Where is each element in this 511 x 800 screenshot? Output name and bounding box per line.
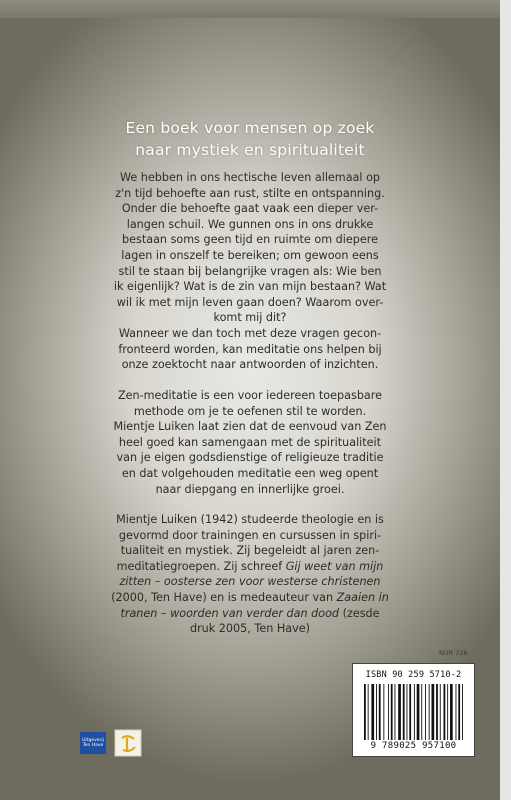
publisher-logo-text: Uitgeverij Ten Have bbox=[82, 738, 104, 748]
text-line: bestaan soms geen tijd en ruimte om diepere bbox=[122, 233, 378, 247]
text-fragment: (zesde bbox=[342, 606, 380, 620]
isbn-text: ISBN 90 259 5710-2 bbox=[365, 670, 462, 680]
isbn-barcode-box bbox=[352, 663, 475, 757]
text-line: stil te staan bij belangrijke vragen als: Wie ben bbox=[118, 264, 382, 278]
heading-line-1: Een boek voor mensen op zoek bbox=[125, 119, 375, 137]
cover-heading bbox=[0, 117, 500, 161]
text-line bbox=[100, 590, 400, 606]
text-fragment: meditatiegroepen. Zij schreef bbox=[116, 559, 283, 573]
barcode-icon bbox=[364, 684, 464, 740]
heading-line-2: naar mystiek en spiritualiteit bbox=[135, 141, 365, 159]
top-band bbox=[0, 0, 500, 18]
text-line: lagen in onszelf te bereiken; om gewoon eens bbox=[121, 248, 379, 262]
imprint-logo-icon bbox=[114, 729, 142, 757]
paragraph-intro bbox=[100, 170, 400, 373]
text-line: We hebben in ons hectische leven allemaal op bbox=[119, 171, 381, 184]
text-line: methode om je te oefenen stil te worden. bbox=[133, 404, 367, 418]
book-title-1-cont: zitten – oosterse zen voor westerse christenen bbox=[119, 575, 381, 589]
paragraph-zen bbox=[100, 388, 400, 497]
text-line: Mientje Luiken laat zien dat de eenvoud van Zen bbox=[113, 420, 387, 434]
text-fragment: (2000, Ten Have) en is medeauteur van bbox=[111, 590, 334, 604]
text-line: Zen-meditatie is een voor iedereen toepasbare bbox=[117, 389, 383, 402]
text-line bbox=[100, 574, 400, 590]
text-line bbox=[100, 606, 400, 622]
text-line: fronteerd worden, kan meditatie ons helpen bij bbox=[118, 342, 382, 356]
text-line: langen schuil. We gunnen ons in ons drukke bbox=[126, 217, 374, 231]
text-line: van je eigen godsdienstige of religieuze traditie bbox=[116, 451, 384, 465]
text-line: en dat volgehouden meditatie een weg opent bbox=[121, 466, 379, 480]
text-line: onze zoektocht naar antwoorden of inzichten. bbox=[121, 358, 379, 372]
barcode-number: 9 789025 957100 bbox=[370, 741, 457, 751]
text-line: Mientje Luiken (1942) studeerde theologie en is bbox=[116, 513, 384, 526]
book-title-1: Gij weet van mijn bbox=[285, 559, 384, 573]
text-line: druk 2005, Ten Have) bbox=[189, 622, 310, 636]
text-line bbox=[100, 559, 400, 575]
text-line: heel goed kan samengaan met de spiritualiteit bbox=[118, 435, 382, 449]
text-line: z'n tijd behoefte aan rust, stilte en ontspanning. bbox=[115, 186, 385, 200]
text-line: tualiteit en mystiek. Zij begeleidt al jaren zen- bbox=[120, 544, 380, 558]
book-title-2-cont: tranen – woorden van verder dan dood bbox=[120, 606, 340, 620]
text-line: naar diepgang en innerlijke groei. bbox=[155, 482, 345, 496]
publisher-logo bbox=[80, 732, 106, 754]
text-line: wil ik met mijn leven gaan doen? Waarom over- bbox=[116, 295, 384, 309]
text-line: komt mij dit? bbox=[213, 311, 287, 325]
book-title-2: Zaaien in bbox=[336, 590, 389, 604]
page-edge bbox=[500, 0, 511, 800]
nur-code: NUR 728 bbox=[439, 649, 468, 657]
text-line: ik eigenlijk? Wat is de zin van mijn bestaan? Wat bbox=[113, 280, 387, 294]
paragraph-author bbox=[100, 512, 400, 637]
text-line: gevormd door trainingen en cursussen in spiri- bbox=[118, 528, 382, 542]
text-line: Wanneer we dan toch met deze vragen gecon- bbox=[118, 326, 382, 340]
text-line: Onder die behoefte gaat vaak een dieper ver- bbox=[121, 202, 379, 216]
